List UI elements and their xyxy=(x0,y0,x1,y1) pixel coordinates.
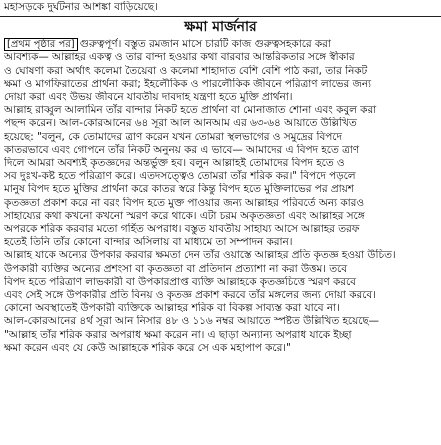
article-line: দিলে আমরা অবশ্যই কৃতজ্ঞদের অন্তর্ভুক্ত হব। বলুন আল্লাহই তোমাদের বিপদ হতে ও xyxy=(4,157,345,170)
newspaper-column xyxy=(0,1,441,445)
article-line: মানুষ বিপদ হতে মুক্তির প্রার্থনা করে কাতর স্বরে কিন্তু বিপদ হতে মুক্তিলাভের পর প্রায়শ xyxy=(4,183,354,196)
article-line: আবশ্যক— আল্লাহর একত্ব ও তার বান্দা হওয়ার কথা বারবার আন্তরিকতার সঙ্গে স্বীকার xyxy=(4,51,355,64)
article-line: ও ঘোষণা করা অর্থাৎ কলেমা তৈয়েবা ও কলেমা শাহাদাত বেশি বেশি পাঠ করা, তার নিকট xyxy=(4,64,368,77)
article-line: হতেই তিনি তাঁর কোনো বান্দার অসিলায় বা মাধ্যমে তা সম্পাদন করান। xyxy=(4,236,293,249)
article-line: পছন্দ করেন। আল-কোরআনের ৬৪ সূরা আল আনআম এর ৬৩-৬৪ আয়াতে উল্লিখিত xyxy=(4,117,357,130)
article-line: কৃতজ্ঞতা প্রকাশ করে না বরং বিপদ হতে মুক্ত পাওয়ার জন্য আল্লাহর পরিবর্তে অন্য কারও xyxy=(4,196,364,209)
article-line: হয়েছে: "বলুন, কে তোমাদের ত্রাণ করেন যখন তোমরা স্থলভাগের ও সমুদ্রের বিপদে xyxy=(4,130,342,143)
article-line: ক্ষমা ও মাগফিরাতের প্রার্থনা করা; ইহলৌকিক ও পারলৌকিক জীবনে পরিত্রাণ লাভের জন্য xyxy=(4,77,372,90)
article-line: আল-কোরআনের ৪র্থ সূরা আন নিসার ৪৮ ও ১১৬ নম্বর আয়াতে স্পষ্টত উল্লিখিত হয়েছে— xyxy=(4,315,380,328)
article-line: অপরকে শরিক করবার মতো গর্হিত অপরাধ। বস্তুত যাবতীয় সাহায্য আসে আল্লাহর তরফ xyxy=(4,223,360,236)
article-line: বিপদ হতে পরিত্রাণ লাভকারী বা উপকারপ্রাপ্ত ব্যক্তি আল্লাহকে কৃতজ্ঞচিত্তে স্মরণ করবে xyxy=(4,275,356,288)
article-line: আল্লাহ রাব্বুল আলামিন তাঁর বান্দার নিকট হতে প্রার্থনা বা মোনাজাত শোনা এবং কবুল করা xyxy=(4,104,377,117)
article-line: দোয়া করা এবং উভয় জীবনে যাবতীয় দাবদাহ যন্ত্রণা হতে মুক্তি প্রার্থনা। xyxy=(4,91,293,104)
article-line: সব দুঃখ-কষ্ট হতে পরিত্রাণ করে। এতদসত্ত্বেও তোমরা তাঁর শরিক কর।" বিপদে পড়লে xyxy=(4,170,356,183)
article-line: সাহায্যের কথা কখনো কখনো স্মরণ করে থাকে। এটা চরম অকৃতজ্ঞতা এবং আল্লাহর সঙ্গে xyxy=(4,209,365,222)
previous-article-last-line: মহাসড়কে দুর্ঘটনার আশঙ্কা বাড়িয়েছে। xyxy=(4,1,158,13)
article-line: আল্লাহ যাকে অন্যের উপকার করবার ক্ষমতা দেন তাঁর ওয়াস্তে আল্লাহর প্রতি কৃতজ্ঞ হওয়া উচিত। xyxy=(4,249,396,262)
article-line: ক্ষমা করেন এবং যে কেউ আল্লাহকে শরিক করে সে এক মহাপাপ করে।" xyxy=(4,341,291,354)
article-divider xyxy=(0,16,441,17)
article-line-1-text: গুরুত্বপূর্ণ। বস্তুত রমজান মাসে চারটি কাজ গুরুত্বসহকারে করা xyxy=(79,38,331,51)
article-line: এবং সেই সঙ্গে উপকারীর প্রতি বিনয় ও কৃতজ্ঞ প্রকাশ করবে তাঁর মঙ্গলের জন্য দোয়া করবে। xyxy=(4,289,376,302)
article-line: কাতরভাবে এবং গোপনে তাঁর নিকট অনুনয় কর এ ভাবে— আমাদের এ বিপদ হতে ত্রাণ xyxy=(4,143,360,156)
continuation-label: [প্রথম পৃষ্ঠার পর] xyxy=(4,38,78,51)
article-title: ক্ষমা মার্জনার xyxy=(184,19,257,36)
article-line: "আল্লাহ তাঁর শরিক করার অপরাধ ক্ষমা করেন না। এ ছাড়া অন্যান্য অপরাধ যাকে ইচ্ছা xyxy=(4,328,352,341)
article-line: উপকারী ব্যক্তির অন্যের প্রশংসা বা কৃতজ্ঞতা বা প্রতিদান প্রত্যাশা না করা উত্তম। তবে xyxy=(4,262,348,275)
article-line: কোনো অবস্থাতেই উপকারী ব্যক্তিকে আল্লাহর শরিক বা বিকল্প সাব্যস্ত করা যাবে না। xyxy=(4,302,340,315)
article-line-1 xyxy=(4,38,437,51)
